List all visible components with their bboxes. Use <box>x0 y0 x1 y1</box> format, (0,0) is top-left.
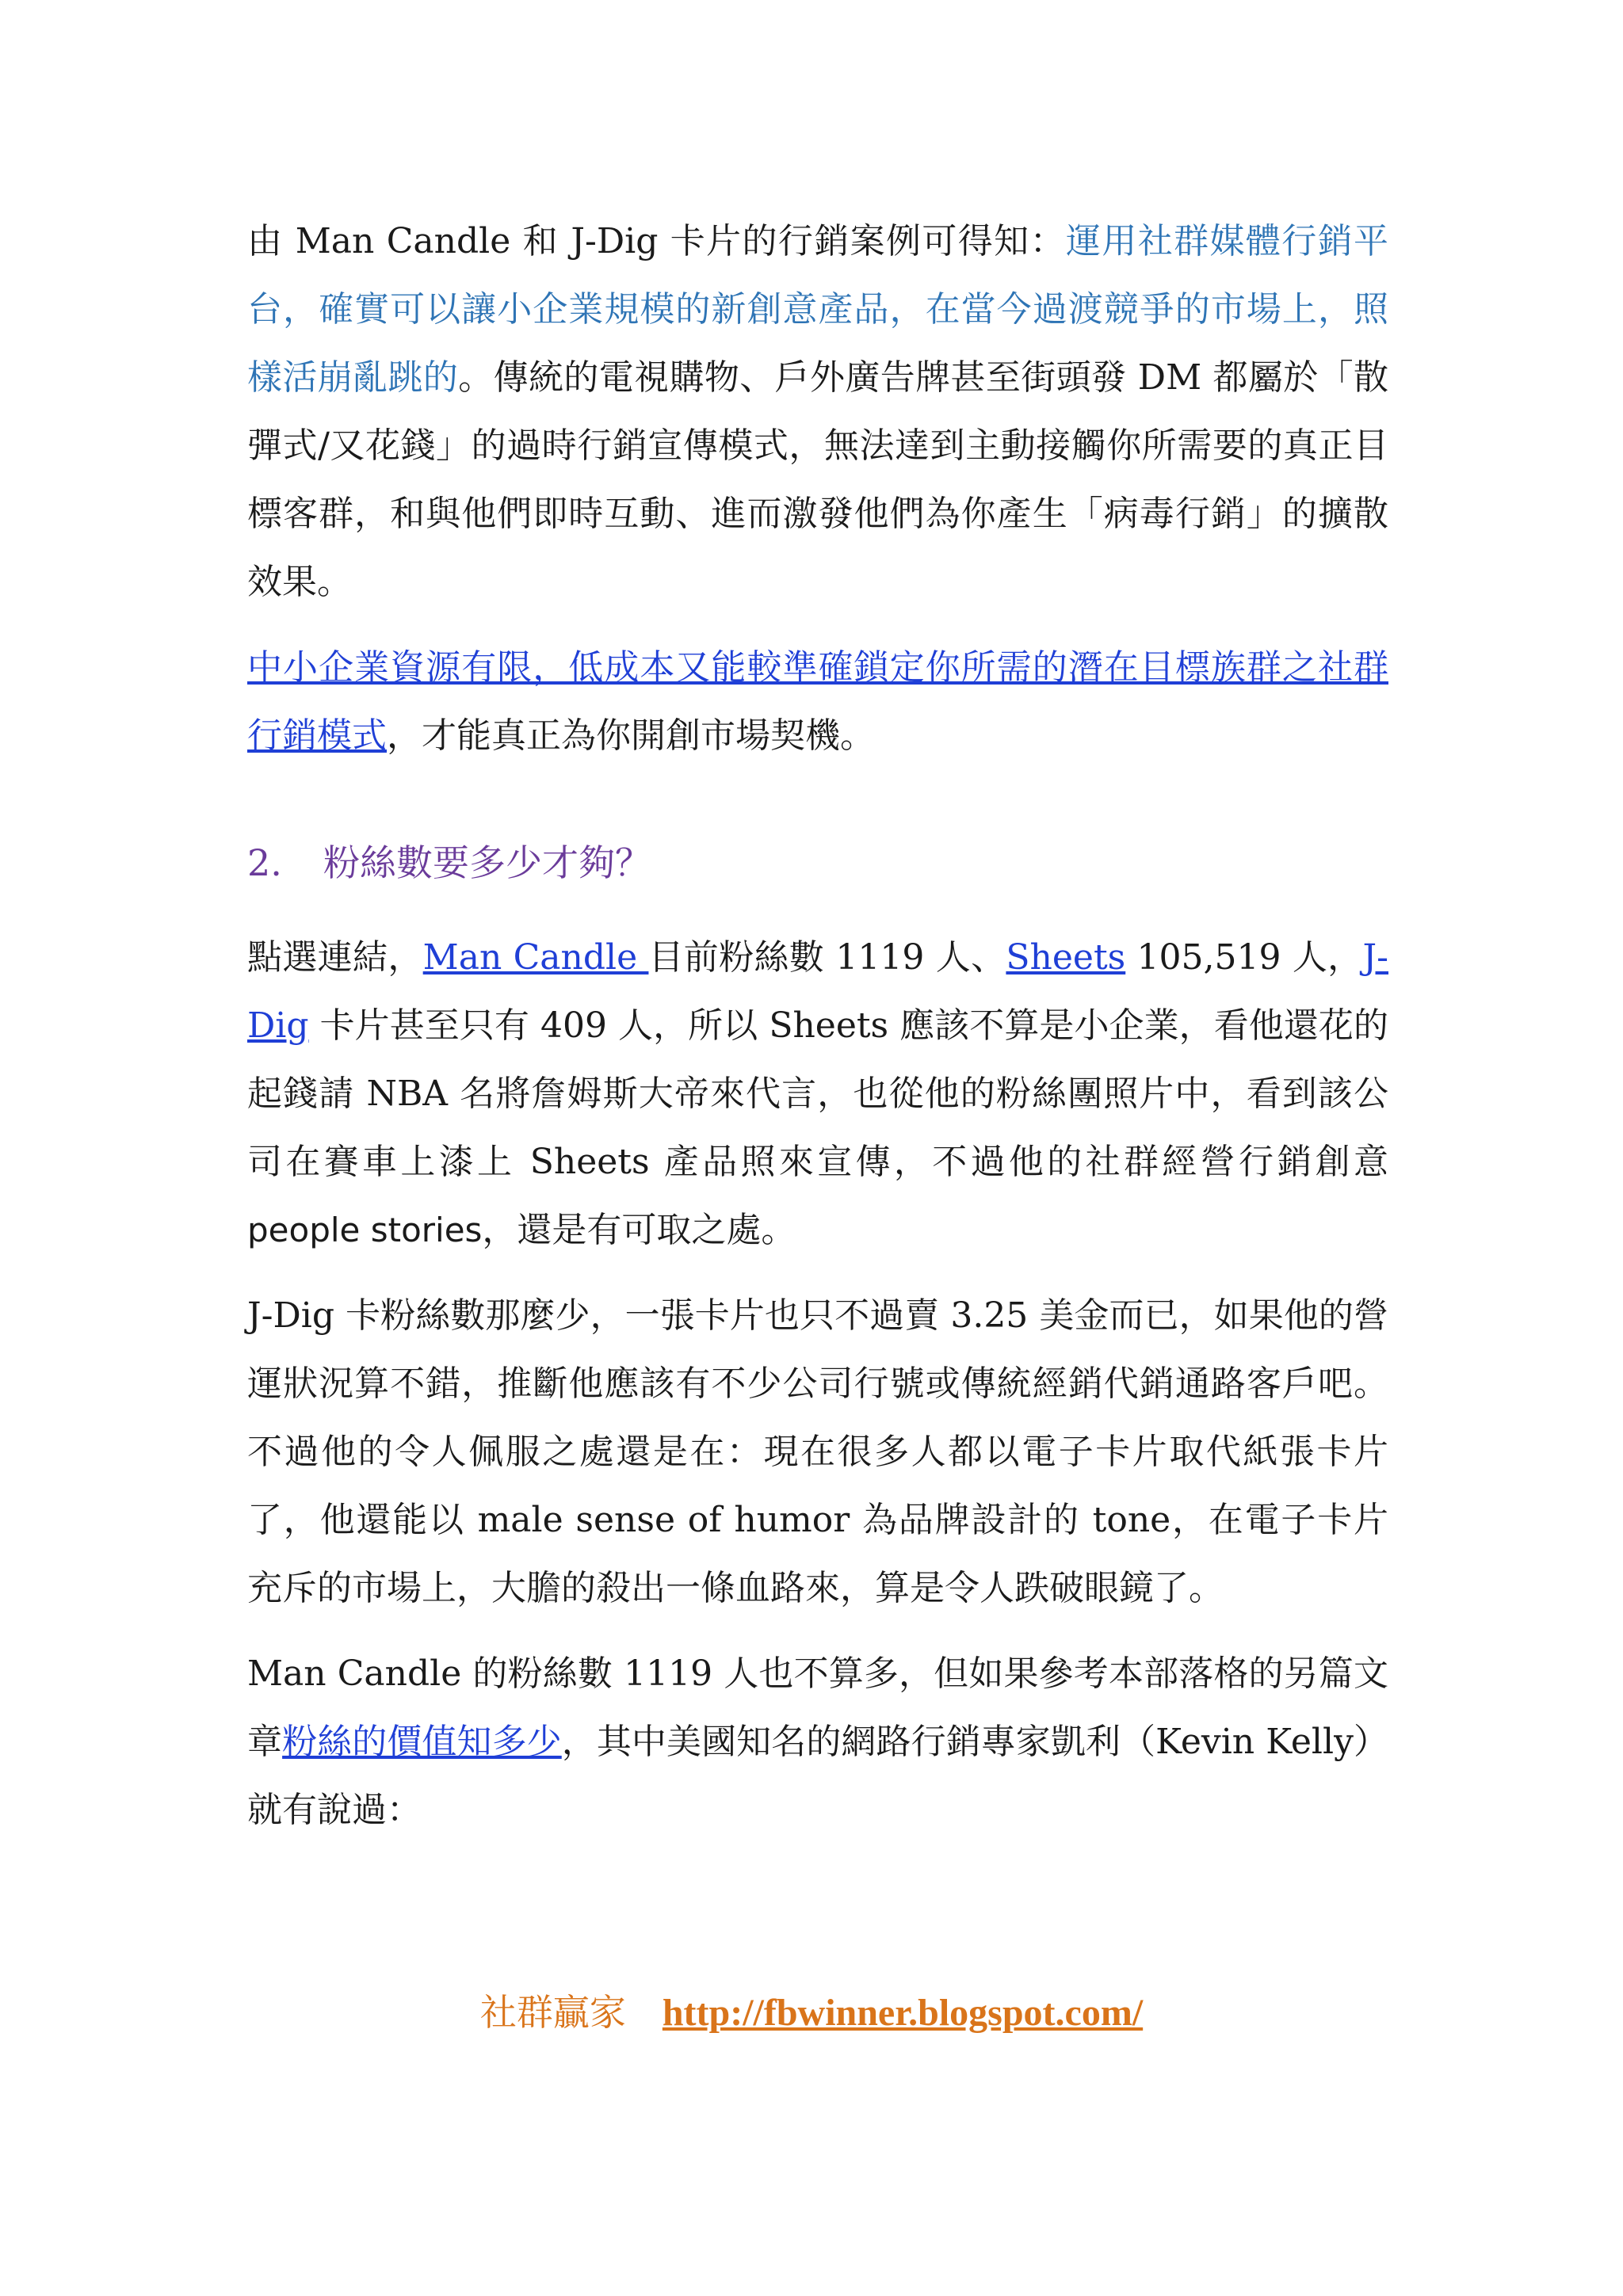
fan-counts-text-2: 目前粉絲數 1119 人、 <box>648 937 1006 978</box>
highlight-text: 運用社群媒體行銷平台，確實可以讓小企業規模的新創意產品，在當今過渡競爭的市場上，照樣活崩亂跳的 <box>247 221 1389 398</box>
document-page <box>247 208 1388 1844</box>
intro-text: 由 Man Candle 和 J-Dig 卡片的行銷案例可得知： <box>247 221 1066 261</box>
page-footer <box>0 1981 1623 2045</box>
paragraph-j-dig <box>247 1282 1388 1623</box>
footer-blog-link[interactable]: http://fbwinner.blogspot.com/ <box>662 1992 1144 2034</box>
smb-social-marketing-link[interactable]: 中小企業資源有限，低成本又能較準確鎖定你所需的潛在目標族群之社群行銷模式 <box>247 647 1388 756</box>
fan-value-article-link[interactable]: 粉絲的價值知多少 <box>282 1722 562 1762</box>
fan-counts-text-3: 105,519 人， <box>1125 937 1363 978</box>
smb-rest-text: ，才能真正為你開創市場契機。 <box>387 715 875 756</box>
j-dig-text: J-Dig 卡粉絲數那麼少，一張卡片也只不過賣 3.25 美金而已，如果他的營運狀況算不錯，推斷他應該有不少公司行號或傳統經銷代銷通路客戶吧。不過他的令人佩服之處還是在：現在很多人都以電子卡片取代紙張卡片了，他還能以 male sense of humor 為品牌設計的 tone，在電子卡片充斥的市場上，大膽的殺出一條血路來，算是令人跌破眼鏡了。 <box>247 1295 1388 1608</box>
man-candle-text-1: Man Candle 的粉絲數 1119 人也不算多，但如果參考本部落格的另篇文章 <box>247 1653 1388 1762</box>
j-dig-link[interactable]: J-Dig <box>247 937 1389 1046</box>
man-candle-link[interactable]: Man Candle <box>422 937 649 978</box>
paragraph-fan-counts <box>247 924 1388 1264</box>
intro-rest-text: 。傳統的電視購物、戶外廣告牌甚至街頭發 DM 都屬於「散彈式/又花錢」的過時行銷宣傳模式，無法達到主動接觸你所需要的真正目標客群，和與他們即時互動、進而激發他們為你產生「病毒行銷」的擴散效果。 <box>247 357 1388 602</box>
man-candle-text-2: ，其中美國知名的網路行銷專家凱利（Kevin Kelly）就有說過： <box>247 1722 1389 1830</box>
paragraph-smb <box>247 634 1388 770</box>
fan-counts-text-5: ，還是有可取之處。 <box>482 1210 796 1250</box>
paragraph-man-candle <box>247 1640 1388 1844</box>
heading-number: 2. <box>247 841 282 884</box>
people-stories-text: people stories <box>247 1211 483 1249</box>
paragraph-intro <box>247 208 1388 616</box>
heading-text: 粉絲數要多少才夠？ <box>323 841 651 884</box>
sheets-link[interactable]: Sheets <box>1006 937 1126 978</box>
fan-counts-text-4: 卡片甚至只有 409 人，所以 Sheets 應該不算是小企業，看他還花的起錢請 NBA 名將詹姆斯大帝來代言，也從他的粉絲團照片中，看到該公司在賽車上漆上 Sheets 產品照來宣傳，不過他的社群經營行銷創意 <box>247 1005 1388 1182</box>
footer-brand: 社群贏家 <box>479 1991 626 2034</box>
fan-counts-text-1: 點選連結， <box>247 937 423 978</box>
section-heading <box>247 829 1388 897</box>
